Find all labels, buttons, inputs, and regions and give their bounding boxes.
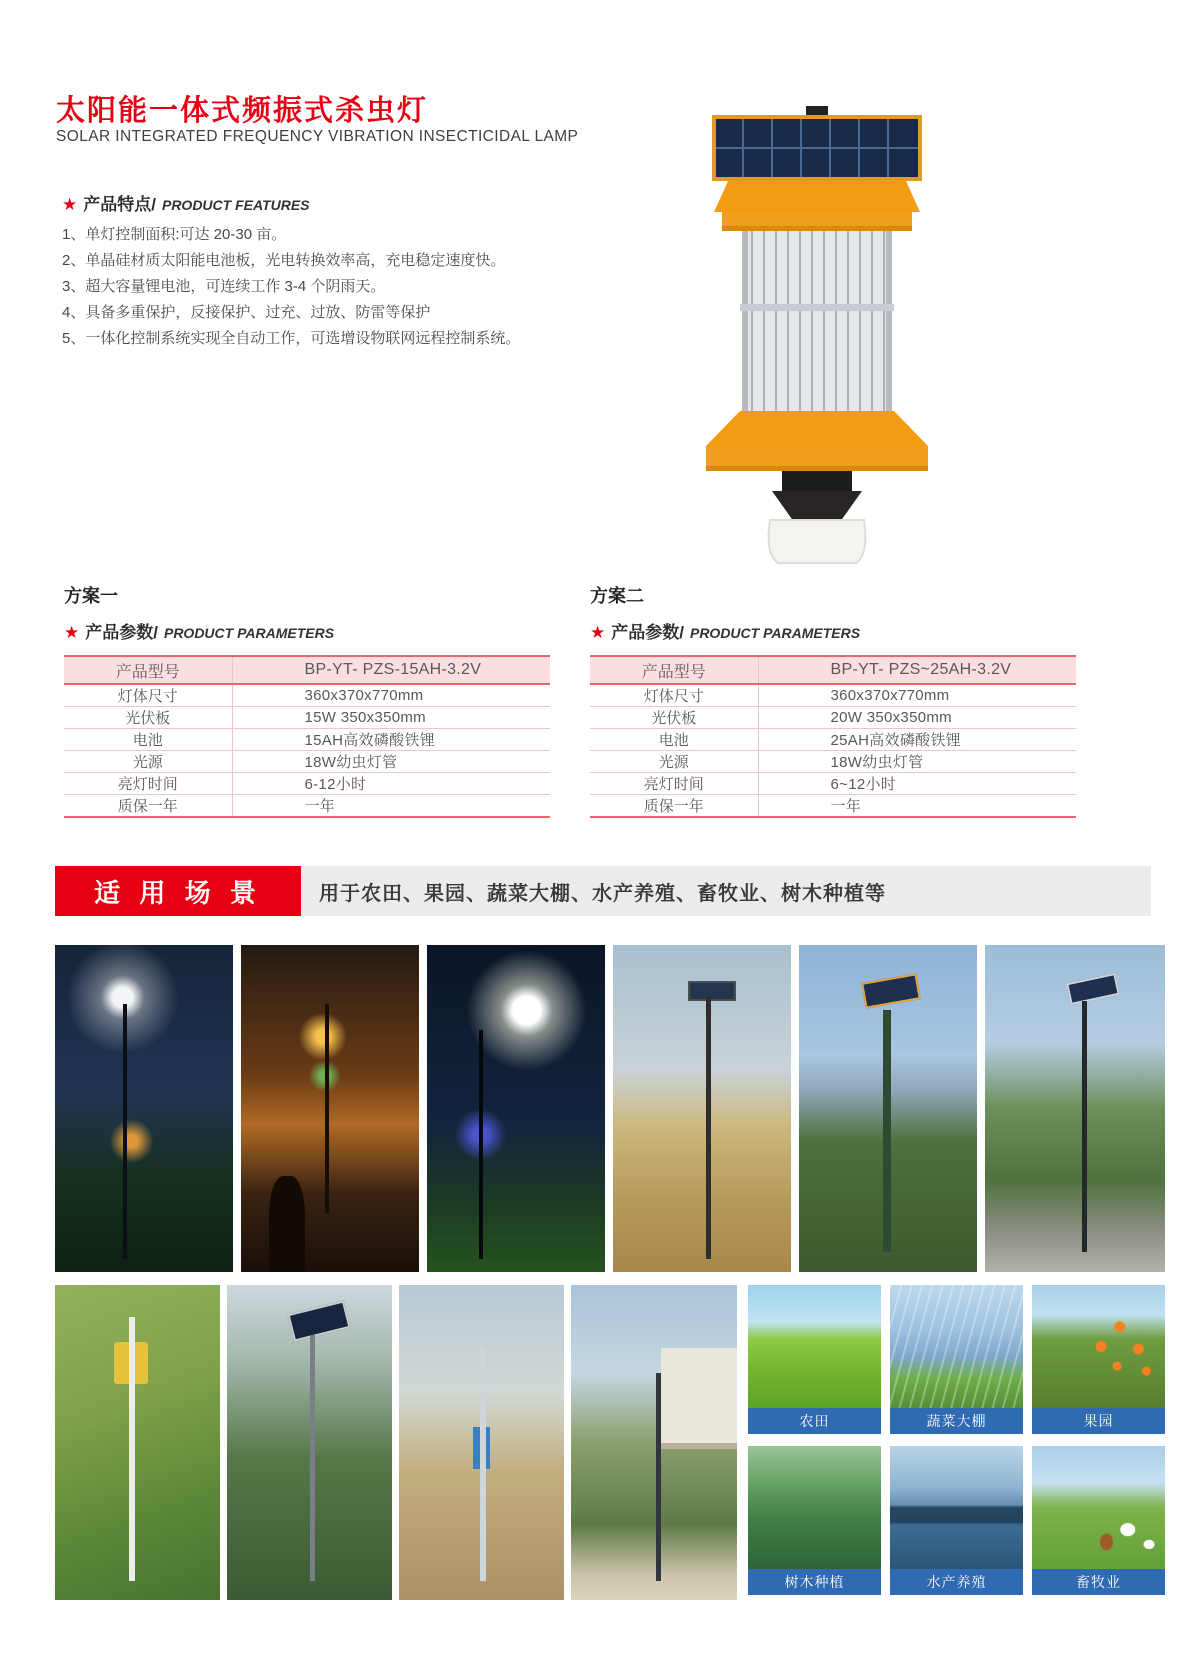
page-title: 太阳能一体式频振式杀虫灯 xyxy=(56,95,429,127)
table-row xyxy=(64,684,550,707)
table-row xyxy=(64,795,550,818)
param-value: 一年 xyxy=(304,798,336,815)
feature-item: 3、超大容量锂电池，可连续工作 3-4 个阴雨天。 xyxy=(62,278,386,295)
param-value: 360x370x770mm xyxy=(304,687,424,704)
scene-card-orchard xyxy=(1032,1285,1165,1434)
param-value: 18W幼虫灯管 xyxy=(304,754,398,771)
scene-card-aquaculture xyxy=(890,1446,1023,1595)
param-value: 一年 xyxy=(830,798,862,815)
params-heading-cn: 产品参数/ xyxy=(611,623,684,642)
photo-dry-field-lamp xyxy=(399,1285,564,1600)
plan-1-name: 方案一 xyxy=(64,586,118,606)
scene-label: 农田 xyxy=(748,1408,881,1434)
photo-farmland xyxy=(748,1285,881,1408)
solar-lamp-illustration xyxy=(688,104,946,566)
table-row xyxy=(590,656,1076,684)
scene-label: 果园 xyxy=(1032,1408,1165,1434)
features-heading xyxy=(62,190,310,215)
application-scenarios-banner xyxy=(55,866,1151,916)
photo-dusk-installation xyxy=(241,945,419,1272)
feature-item: 2、单晶硅材质太阳能电池板，光电转换效率高，充电稳定速度快。 xyxy=(62,252,506,269)
photo-tea-hill-lamp xyxy=(55,1285,220,1600)
table-row xyxy=(590,773,1076,795)
photo-courtyard-lamp xyxy=(571,1285,737,1600)
features-heading-en: PRODUCT FEATURES xyxy=(161,197,310,213)
param-label: 光伏板 xyxy=(64,707,232,729)
photo-tree-planting xyxy=(748,1446,881,1569)
params-heading-en: PRODUCT PARAMETERS xyxy=(163,625,335,641)
plan-2 xyxy=(590,582,1080,818)
scene-label: 畜牧业 xyxy=(1032,1569,1165,1595)
banner-description: 用于农田、果园、蔬菜大棚、水产养殖、畜牧业、树木种植等 xyxy=(319,882,886,905)
plan-2-parameters-table xyxy=(590,655,1076,818)
features-heading-cn: 产品特点/ xyxy=(83,195,156,214)
page-subtitle: SOLAR INTEGRATED FREQUENCY VIBRATION INSECTICIDAL LAMP xyxy=(56,128,579,145)
feature-item: 1、单灯控制面积:可达 20-30 亩。 xyxy=(62,226,287,243)
photo-village-solar-lamp xyxy=(799,945,977,1272)
param-value: 6~12小时 xyxy=(830,776,897,793)
scene-card-farmland xyxy=(748,1285,881,1434)
param-label: 电池 xyxy=(590,729,758,751)
param-label: 光伏板 xyxy=(590,707,758,729)
table-row xyxy=(64,707,550,729)
table-row xyxy=(590,751,1076,773)
param-label: 光源 xyxy=(590,751,758,773)
table-row xyxy=(590,795,1076,818)
features-list xyxy=(62,222,520,352)
photo-night-streetlamp xyxy=(55,945,233,1272)
photo-night-blue-glow xyxy=(427,945,605,1272)
param-label: 质保一年 xyxy=(590,795,758,818)
plan-2-name: 方案二 xyxy=(590,586,644,606)
param-value: 15W 350x350mm xyxy=(304,709,426,726)
star-icon: ★ xyxy=(62,195,78,214)
plan-1-params-heading xyxy=(64,618,554,643)
star-icon: ★ xyxy=(590,623,606,642)
param-value: BP-YT- PZS-15AH-3.2V xyxy=(232,656,550,684)
param-label: 灯体尺寸 xyxy=(64,684,232,707)
param-label: 产品型号 xyxy=(64,656,232,684)
param-value: 20W 350x350mm xyxy=(830,709,952,726)
params-heading-en: PRODUCT PARAMETERS xyxy=(689,625,861,641)
plan-2-params-heading xyxy=(590,618,1080,643)
param-label: 产品型号 xyxy=(590,656,758,684)
photo-orchard xyxy=(1032,1285,1165,1408)
table-row xyxy=(64,751,550,773)
table-row xyxy=(590,707,1076,729)
plan-1-parameters-table xyxy=(64,655,550,818)
photo-garden-solar-lamp xyxy=(985,945,1165,1272)
param-value: 6-12小时 xyxy=(304,776,367,793)
scene-card-animal-husbandry xyxy=(1032,1446,1165,1595)
photo-aquaculture xyxy=(890,1446,1023,1569)
table-row xyxy=(64,773,550,795)
param-label: 亮灯时间 xyxy=(590,773,758,795)
table-row xyxy=(64,656,550,684)
photo-trees-solar-pole xyxy=(227,1285,392,1600)
table-row xyxy=(64,729,550,751)
param-label: 电池 xyxy=(64,729,232,751)
scene-card-tree-planting xyxy=(748,1446,881,1595)
scene-label: 水产养殖 xyxy=(890,1569,1023,1595)
product-photo-solar-lamp xyxy=(688,104,946,566)
photo-greenhouse xyxy=(890,1285,1023,1408)
star-icon: ★ xyxy=(64,623,80,642)
param-label: 光源 xyxy=(64,751,232,773)
photo-animal-husbandry xyxy=(1032,1446,1165,1569)
param-value: 25AH高效磷酸铁锂 xyxy=(830,732,962,749)
param-value: 18W幼虫灯管 xyxy=(830,754,924,771)
scene-label: 树木种植 xyxy=(748,1569,881,1595)
params-heading-cn: 产品参数/ xyxy=(85,623,158,642)
param-value: BP-YT- PZS~25AH-3.2V xyxy=(758,656,1076,684)
feature-item: 5、一体化控制系统实现全自动工作，可选增设物联网远程控制系统。 xyxy=(62,330,521,347)
param-label: 灯体尺寸 xyxy=(590,684,758,707)
param-value: 15AH高效磷酸铁锂 xyxy=(304,732,436,749)
feature-item: 4、具备多重保护，反接保护、过充、过放、防雷等保护 xyxy=(62,304,431,321)
photo-field-lamp-pole xyxy=(613,945,791,1272)
param-label: 亮灯时间 xyxy=(64,773,232,795)
plan-1 xyxy=(64,582,554,818)
banner-title: 适 用 场 景 xyxy=(55,866,301,916)
scene-label: 蔬菜大棚 xyxy=(890,1408,1023,1434)
param-label: 质保一年 xyxy=(64,795,232,818)
scene-card-greenhouse xyxy=(890,1285,1023,1434)
table-row xyxy=(590,684,1076,707)
table-row xyxy=(590,729,1076,751)
param-value: 360x370x770mm xyxy=(830,687,950,704)
